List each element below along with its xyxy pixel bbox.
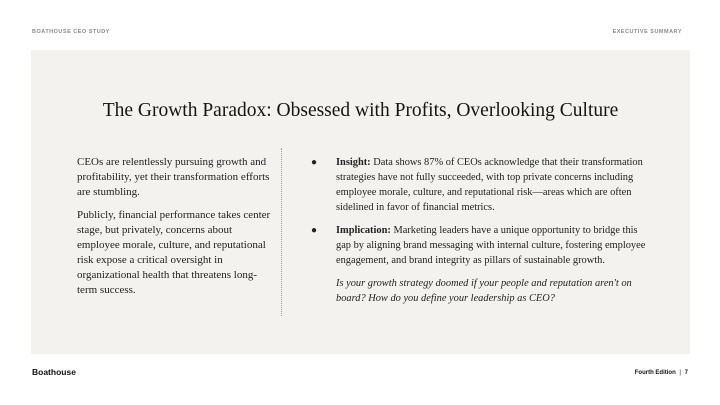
bullet-dot-icon: ● bbox=[311, 225, 318, 236]
page-footer bbox=[635, 370, 688, 376]
bullet-implication bbox=[311, 223, 651, 268]
bullet-insight bbox=[311, 155, 651, 215]
column-divider bbox=[281, 148, 282, 316]
section-label: EXECUTIVE SUMMARY bbox=[612, 29, 682, 35]
intro-paragraph: CEOs are relentlessly pursuing growth and profitability, yet their transformation efforts are stumbling. bbox=[77, 156, 270, 198]
brand-logo: Boathouse bbox=[32, 367, 76, 377]
intro-paragraph: Publicly, financial performance takes center stage, but privately, concerns about employee morale, culture, and reputational risk expose a critical oversight in organizational health that threatens long-term success. bbox=[77, 209, 271, 296]
closing-question: Is your growth strategy doomed if your people and reputation aren't on board? How do you define your leadership as CEO? bbox=[336, 278, 632, 304]
page-number: 7 bbox=[684, 370, 688, 376]
study-label: BOATHOUSE CEO STUDY bbox=[32, 29, 110, 35]
bullet-text: Marketing leaders have a unique opportunity to bridge this gap by aligning brand messaging with internal culture, fostering employee engagement, and brand integrity as pillars of sustainable growth. bbox=[336, 225, 646, 266]
content-panel bbox=[31, 50, 690, 354]
edition-label: Fourth Edition bbox=[634, 370, 676, 376]
bullet-label: Insight: bbox=[336, 157, 371, 168]
bullet-text: Data shows 87% of CEOs acknowledge that their transformation strategies have not fully succeeded, with top private concerns including employee morale, culture, and reputational risk—areas which are often sidelined in favor of financial metrics. bbox=[336, 157, 643, 213]
page-title: The Growth Paradox: Obsessed with Profits, Overlooking Culture bbox=[102, 100, 619, 121]
intro-column bbox=[77, 155, 277, 306]
footer-separator: | bbox=[679, 370, 681, 376]
bullet-list bbox=[311, 155, 651, 306]
bullet-dot-icon: ● bbox=[311, 157, 318, 168]
bullet-label: Implication: bbox=[336, 225, 391, 236]
